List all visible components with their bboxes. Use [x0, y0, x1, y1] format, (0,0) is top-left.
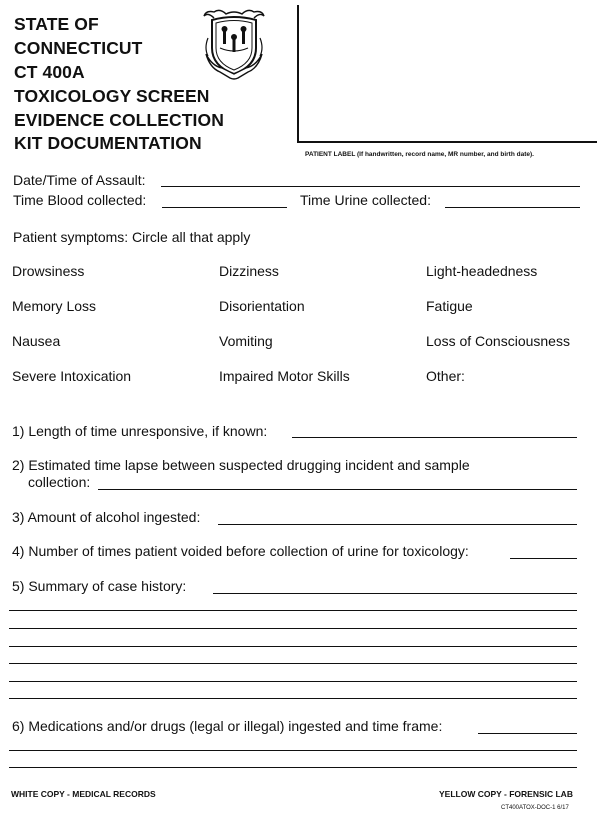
case-history-line[interactable] [9, 646, 577, 647]
symptom-option[interactable]: Other: [426, 368, 465, 384]
question-1-field[interactable] [292, 437, 577, 438]
title-line: KIT DOCUMENTATION [14, 133, 202, 153]
question-5-label: 5) Summary of case history: [12, 578, 187, 594]
case-history-line[interactable] [9, 698, 577, 699]
symptom-option[interactable]: Drowsiness [12, 263, 85, 279]
symptom-option[interactable]: Severe Intoxication [12, 368, 132, 384]
question-3-field[interactable] [218, 524, 577, 525]
title-line: CT 400A [14, 62, 85, 82]
question-6-field[interactable] [478, 733, 577, 734]
connecticut-state-seal-icon [200, 8, 268, 82]
symptom-option[interactable]: Light-headedness [426, 263, 538, 279]
symptom-option[interactable]: Fatigue [426, 298, 473, 314]
question-5-field[interactable] [213, 593, 577, 594]
question-4-label: 4) Number of times patient voided before collection of urine for toxicology: [12, 543, 469, 559]
footer-yellow-copy: YELLOW COPY - FORENSIC LAB [439, 789, 573, 799]
patient-label-box[interactable] [297, 5, 597, 143]
question-2-field[interactable] [98, 489, 577, 490]
case-history-line[interactable] [9, 628, 577, 629]
date-time-assault-label: Date/Time of Assault: [13, 172, 146, 188]
case-history-line[interactable] [9, 663, 577, 664]
question-3-label: 3) Amount of alcohol ingested: [12, 509, 201, 525]
symptom-option[interactable]: Impaired Motor Skills [219, 368, 350, 384]
medications-line[interactable] [9, 750, 577, 751]
symptom-option[interactable]: Nausea [12, 333, 61, 349]
question-4-field[interactable] [510, 558, 577, 559]
title-line: CONNECTICUT [14, 38, 143, 58]
question-1-label: 1) Length of time unresponsive, if known: [12, 423, 268, 439]
question-6-label: 6) Medications and/or drugs (legal or illegal) ingested and time frame: [12, 718, 443, 734]
time-urine-field[interactable] [445, 207, 580, 208]
case-history-line[interactable] [9, 681, 577, 682]
symptom-option[interactable]: Vomiting [219, 333, 273, 349]
footer-white-copy: WHITE COPY - MEDICAL RECORDS [11, 789, 156, 799]
title-line: TOXICOLOGY SCREEN [14, 86, 210, 106]
time-blood-field[interactable] [162, 207, 287, 208]
case-history-line[interactable] [9, 610, 577, 611]
symptom-option[interactable]: Dizziness [219, 263, 279, 279]
symptoms-heading: Patient symptoms: Circle all that apply [13, 229, 251, 245]
medications-line[interactable] [9, 767, 577, 768]
question-2-label-continued: collection: [28, 474, 91, 490]
time-blood-label: Time Blood collected: [13, 192, 147, 208]
patient-label-caption: PATIENT LABEL (If handwritten, record name, MR number, and birth date). [305, 151, 534, 158]
title-line: EVIDENCE COLLECTION [14, 110, 224, 130]
symptom-option[interactable]: Loss of Consciousness [426, 333, 570, 349]
date-time-assault-field[interactable] [161, 186, 580, 187]
question-2-label: 2) Estimated time lapse between suspected drugging incident and sample [12, 457, 470, 473]
time-urine-label: Time Urine collected: [300, 192, 431, 208]
symptom-option[interactable]: Memory Loss [12, 298, 97, 314]
form-code: CT400ATOX-DOC-1 6/17 [501, 805, 569, 811]
symptom-option[interactable]: Disorientation [219, 298, 305, 314]
title-line: STATE OF [14, 14, 99, 34]
